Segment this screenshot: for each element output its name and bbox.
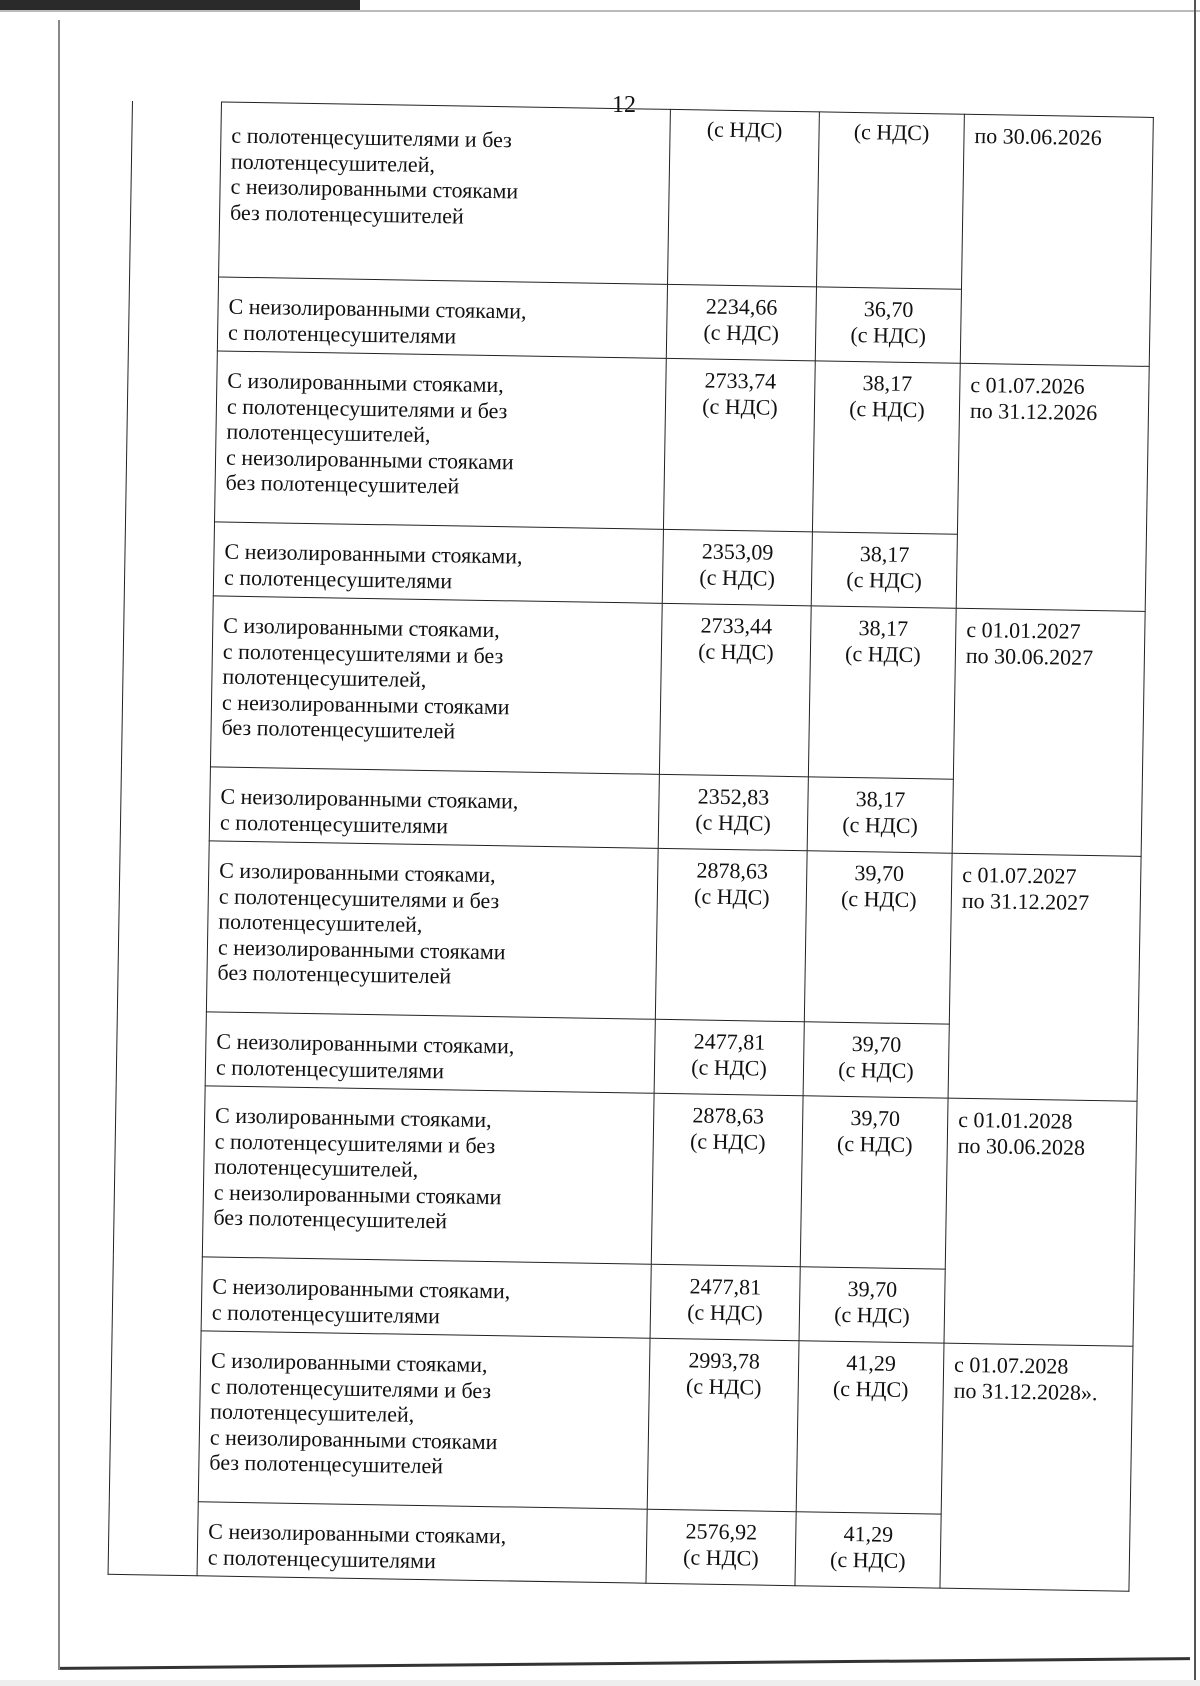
riser-description-cell-line: с полотенцесушителями и без <box>231 122 513 153</box>
tariff-value-cell <box>662 529 812 605</box>
validity-period-cell-line: по 31.12.2027 <box>961 887 1090 915</box>
riser-description-cell-line: с полотенцесушителями и без <box>218 883 500 913</box>
tariff-rate-cell-line: (с НДС) <box>829 1546 906 1573</box>
riser-description-cell-line: с полотенцесушителями и без <box>226 393 508 423</box>
tariff-rate-cell-line: 38,17 <box>859 541 910 567</box>
tariff-rate-cell-line: 39,70 <box>854 860 905 886</box>
riser-description-cell-line: С изолированными стояками, <box>210 1347 488 1378</box>
scan-edge-top <box>0 0 360 10</box>
tariff-rate-cell <box>799 1267 945 1343</box>
tariff-value-cell-line: (с НДС) <box>706 116 783 143</box>
riser-description-cell <box>209 767 659 848</box>
tariff-rate-cell <box>800 1096 948 1269</box>
tariff-rate-cell <box>808 606 956 779</box>
tariff-rate-cell-line: 41,29 <box>846 1350 897 1376</box>
riser-description-cell <box>217 277 667 358</box>
validity-period-cell-line: с 01.07.2026 <box>970 371 1085 399</box>
tariff-value-cell-line: (с НДС) <box>691 1054 767 1081</box>
tariff-value-cell <box>651 1093 803 1266</box>
riser-description-cell-line: С неизолированными стояками, <box>220 783 519 814</box>
riser-description-cell <box>215 351 667 529</box>
riser-description-cell-line: с неизолированными стояками <box>209 1424 498 1454</box>
tariff-value-cell-line: 2733,44 <box>700 612 773 639</box>
validity-period-cell-line: по 30.06.2027 <box>965 642 1094 670</box>
tariff-rate-cell-line: (с НДС) <box>840 885 917 912</box>
riser-description-cell-line: без полотенцесушителей <box>221 714 456 744</box>
tariff-value-cell-line: 2733,74 <box>704 367 777 394</box>
tariff-rate-cell-line: (с НДС) <box>842 811 919 838</box>
tariff-rate-cell-line: (с НДС) <box>849 395 925 422</box>
tariff-rate-cell-line: 36,70 <box>863 296 914 322</box>
tariff-rate-cell-line: 39,70 <box>851 1031 902 1057</box>
tariff-value-cell <box>654 1019 804 1095</box>
riser-description-cell <box>197 1502 647 1583</box>
validity-period-cell <box>948 853 1141 1101</box>
tariff-value-cell <box>663 358 815 531</box>
tariff-table-body <box>108 101 1153 1592</box>
page-number: 12 <box>612 92 636 118</box>
tariff-value-cell <box>658 774 808 850</box>
riser-description-cell-line: С неизолированными стояками, <box>212 1273 511 1304</box>
tariff-value-cell-line: 2878,63 <box>692 1102 765 1129</box>
tariff-rate-cell-line: (с НДС) <box>846 566 923 593</box>
tariff-table <box>108 100 1154 1592</box>
validity-period-cell <box>960 114 1153 366</box>
riser-description-cell-line: полотенцесушителей, <box>214 1153 419 1183</box>
tariff-rate-cell-line: 38,17 <box>858 615 909 642</box>
riser-description-cell <box>205 1012 655 1093</box>
riser-description-cell-line: без полотенцесушителей <box>213 1204 448 1234</box>
tariff-rate-cell <box>807 777 953 853</box>
tariff-table-wrapper <box>108 100 1154 1592</box>
tariff-rate-cell-line: 39,70 <box>847 1276 898 1302</box>
riser-description-cell-line: с неизолированными стояками <box>221 689 510 719</box>
validity-period-cell-line: по 30.06.2028 <box>957 1132 1086 1160</box>
tariff-value-cell <box>647 1338 799 1511</box>
tariff-rate-cell <box>803 1022 949 1098</box>
riser-description-cell-line: с полотенцесушителями <box>207 1544 437 1573</box>
tariff-value-cell <box>650 1264 800 1340</box>
riser-description-cell-line: с полотенцесушителями <box>211 1299 441 1328</box>
tariff-value-cell <box>666 284 816 360</box>
tariff-value-cell-line: (с НДС) <box>697 638 774 665</box>
tariff-rate-cell <box>815 287 961 363</box>
riser-description-cell-line: С неизолированными стояками, <box>208 1518 507 1549</box>
riser-description-cell-line: с полотенцесушителями и без <box>222 638 504 668</box>
tariff-rate-cell-line: (с НДС) <box>850 321 927 348</box>
scan-edge-line <box>0 10 1200 12</box>
tariff-rate-cell-line: 38,17 <box>855 786 906 812</box>
riser-description-cell <box>201 1257 651 1338</box>
riser-description-cell-line: С неизолированными стояками, <box>228 293 527 324</box>
riser-description-cell-line: с неизолированными стояками <box>225 444 514 474</box>
validity-period-cell-line: с 01.01.2027 <box>966 616 1081 644</box>
riser-description-cell-line: с полотенцесушителями <box>215 1054 445 1083</box>
table-row <box>130 101 1154 293</box>
scan-edge-right <box>1194 0 1196 1686</box>
riser-description-cell-line: полотенцесушителей, <box>230 148 436 177</box>
table-row <box>113 1084 1137 1272</box>
tariff-value-cell <box>659 603 811 776</box>
tariff-value-cell-line: 2477,81 <box>689 1273 762 1300</box>
riser-description-cell <box>198 1331 650 1509</box>
riser-description-cell-line: полотенцесушителей, <box>226 418 431 448</box>
tariff-value-cell-line: 2576,92 <box>685 1518 758 1545</box>
riser-description-cell-line: без полотенцесушителей <box>225 469 460 499</box>
tariff-rate-cell-line: (с НДС) <box>844 640 921 667</box>
tariff-value-cell-line: (с НДС) <box>682 1544 759 1571</box>
validity-period-cell-line: с 01.01.2028 <box>958 1106 1073 1134</box>
riser-description-cell-line: С изолированными стояками, <box>214 1102 492 1133</box>
validity-period-cell-line: по 31.12.2028». <box>953 1377 1098 1405</box>
tariff-value-cell-line: (с НДС) <box>703 319 780 346</box>
riser-description-cell-line: С изолированными стояками, <box>223 612 500 643</box>
riser-description-cell <box>202 1086 654 1264</box>
tariff-rate-cell-line: (с НДС) <box>853 118 930 146</box>
tariff-value-cell-line: 2477,81 <box>693 1028 766 1055</box>
riser-description-cell-line: с неизолированными стояками <box>230 173 519 204</box>
scan-edge-bottom <box>0 1680 1200 1686</box>
riser-description-cell-line: с полотенцесушителями <box>227 319 457 348</box>
tariff-value-cell-line: (с НДС) <box>699 564 776 591</box>
page-margin-line <box>58 20 60 1670</box>
tariff-rate-cell-line: 38,17 <box>862 370 913 397</box>
tariff-rate-cell-line: 39,70 <box>850 1105 901 1131</box>
validity-period-cell <box>956 363 1149 611</box>
tariff-value-cell-line: 2878,63 <box>696 857 769 884</box>
tariff-value-cell-line: (с НДС) <box>702 393 778 420</box>
riser-description-cell-line: С изолированными стояками, <box>219 857 496 888</box>
validity-period-cell <box>940 1343 1133 1591</box>
riser-description-cell-line: без полотенцесушителей <box>229 199 464 229</box>
tariff-value-cell-line: (с НДС) <box>689 1128 766 1155</box>
tariff-rate-cell <box>816 112 964 289</box>
validity-period-cell <box>944 1098 1137 1346</box>
validity-period-cell-line: по 30.06.2026 <box>974 122 1102 151</box>
tariff-rate-cell-line: (с НДС) <box>834 1301 910 1328</box>
riser-description-cell <box>210 596 662 774</box>
page-bottom-line <box>60 1657 1190 1670</box>
validity-period-cell-line: с 01.07.2028 <box>953 1351 1069 1379</box>
tariff-value-cell-line: (с НДС) <box>685 1373 762 1400</box>
validity-period-cell-line: по 31.12.2026 <box>969 397 1098 425</box>
riser-description-cell-line: с неизолированными стояками <box>217 934 506 964</box>
riser-description-cell <box>206 841 658 1019</box>
tariff-rate-cell-line: 41,29 <box>843 1521 894 1547</box>
tariff-value-cell-line: 2993,78 <box>688 1347 761 1374</box>
riser-description-cell-line: полотенцесушителей, <box>222 663 427 693</box>
tariff-rate-cell <box>804 851 952 1024</box>
tariff-value-cell-line: 2352,83 <box>697 783 770 810</box>
tariff-rate-cell <box>811 532 957 608</box>
riser-description-cell-line: С неизолированными стояками, <box>224 538 523 569</box>
tariff-value-cell <box>668 109 820 286</box>
table-row <box>126 350 1150 538</box>
riser-description-cell-line: без полотенцесушителей <box>217 959 452 989</box>
riser-description-cell <box>219 102 671 284</box>
tariff-rate-cell <box>812 361 960 534</box>
tariff-value-cell-line: (с НДС) <box>687 1299 763 1326</box>
riser-description-cell-line: С изолированными стояками, <box>227 367 505 398</box>
tariff-rate-cell-line: (с НДС) <box>836 1130 913 1157</box>
tariff-rate-cell-line: (с НДС) <box>832 1375 909 1402</box>
tariff-rate-cell <box>796 1341 944 1514</box>
riser-description-cell-line: с полотенцесушителями и без <box>210 1373 492 1403</box>
riser-description-cell-line: с полотенцесушителями <box>223 564 453 593</box>
tariff-value-cell-line: (с НДС) <box>693 883 770 910</box>
validity-period-cell-line: с 01.07.2027 <box>962 861 1077 889</box>
riser-description-cell-line: с полотенцесушителями <box>219 809 449 838</box>
tariff-value-cell <box>655 848 807 1021</box>
riser-description-cell-line: без полотенцесушителей <box>209 1449 444 1479</box>
riser-description-cell <box>213 522 663 603</box>
tariff-rate-cell <box>795 1512 941 1588</box>
tariff-value-cell-line: 2353,09 <box>701 538 774 565</box>
validity-period-cell <box>952 608 1145 856</box>
table-row <box>121 595 1145 783</box>
tariff-value-cell-line: 2234,66 <box>705 293 778 320</box>
tariff-rate-cell-line: (с НДС) <box>838 1056 914 1083</box>
riser-description-cell-line: полотенцесушителей, <box>218 908 423 938</box>
riser-description-cell-line: С неизолированными стояками, <box>216 1028 515 1059</box>
riser-description-cell-line: с неизолированными стояками <box>213 1179 502 1209</box>
riser-description-cell-line: полотенцесушителей, <box>210 1398 415 1428</box>
tariff-value-cell <box>646 1509 796 1585</box>
table-row <box>109 1329 1133 1517</box>
riser-description-cell-line: с полотенцесушителями и без <box>214 1128 496 1158</box>
tariff-value-cell-line: (с НДС) <box>695 809 772 836</box>
table-row <box>117 840 1141 1028</box>
